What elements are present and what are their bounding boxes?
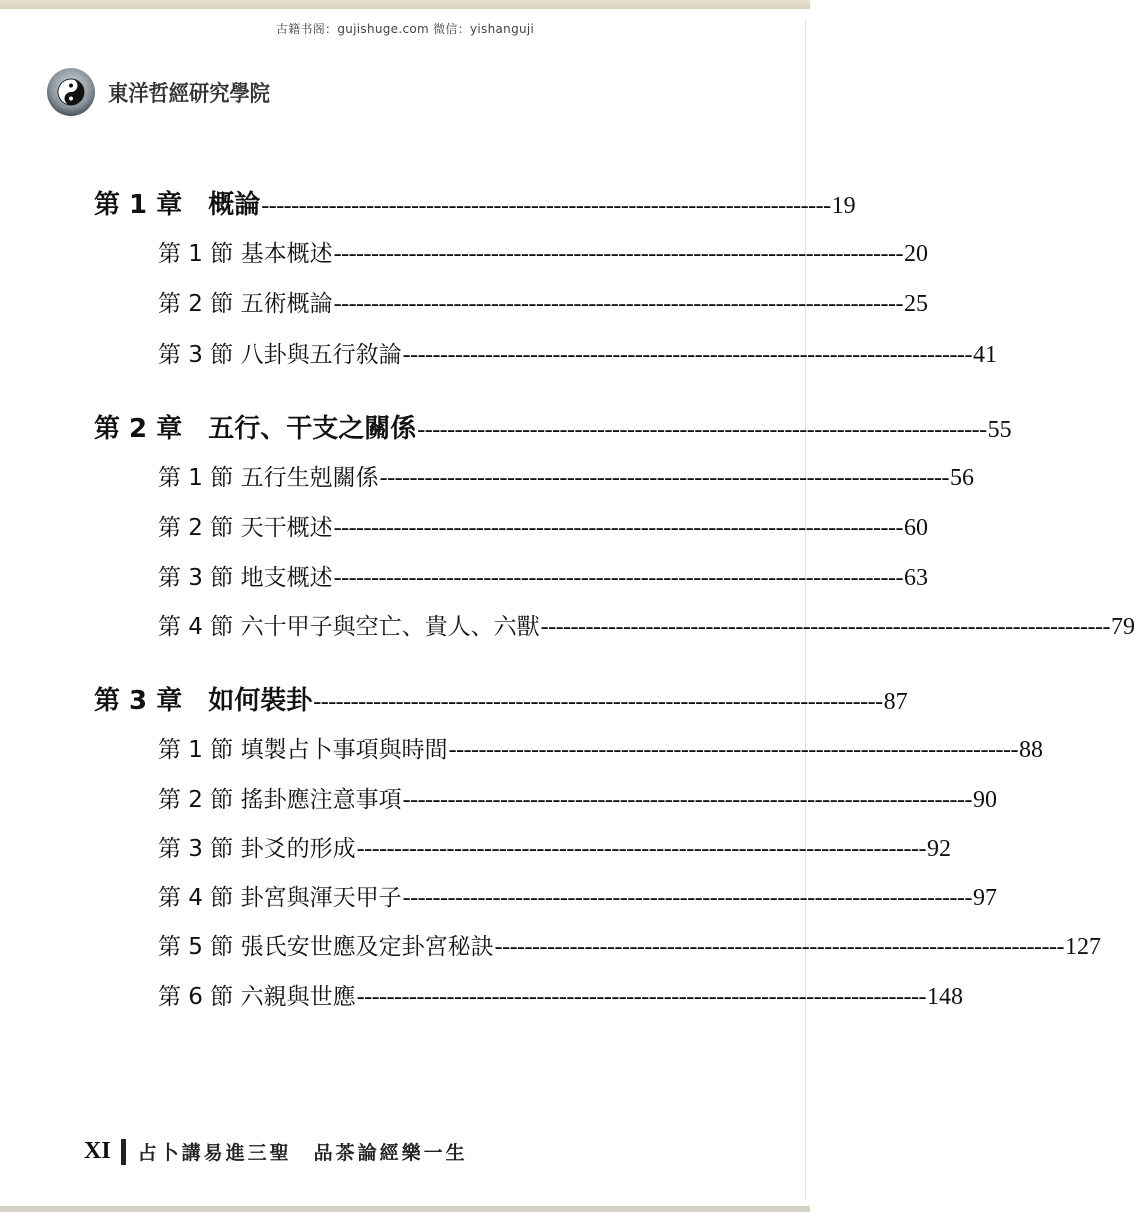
footer-slogan: 占卜講易進三聖 品茶論經樂一生 (137, 1142, 468, 1164)
section-title: 第 1 節 填製占卜事項與時間 (158, 737, 448, 763)
dot-leader: ---------------------------------------------------------------------------- (448, 737, 1018, 763)
page-number: 148 (926, 984, 963, 1010)
page-number: 60 (903, 515, 928, 541)
dot-leader: ---------------------------------------------------------------------------- (333, 515, 903, 541)
toc-section[interactable] (158, 928, 1101, 960)
page-number: 55 (987, 417, 1012, 443)
chapter-title: 第 2 章 五行、干支之關係 (94, 414, 417, 444)
footer-divider (121, 1139, 126, 1165)
yin-yang-icon (46, 67, 96, 117)
dot-leader: ---------------------------------------------------------------------------- (333, 291, 903, 317)
page-number: 87 (883, 689, 908, 715)
toc-chapter-3[interactable] (94, 680, 908, 716)
page-number: 56 (949, 465, 974, 491)
chapter-title: 第 1 章 概論 (94, 190, 261, 220)
footer-page-number: XI (84, 1138, 111, 1164)
dot-leader: ---------------------------------------------------------------------------- (402, 787, 972, 813)
page-number: 25 (903, 291, 928, 317)
dot-leader: ---------------------------------------------------------------------------- (333, 241, 903, 267)
page-number: 19 (831, 193, 856, 219)
page-number: 41 (972, 342, 997, 368)
dot-leader: ---------------------------------------------------------------------------- (494, 934, 1064, 960)
section-title: 第 1 節 五行生剋關係 (158, 465, 379, 491)
toc-chapter-2[interactable] (94, 408, 1012, 444)
section-title: 第 4 節 卦宮與渾天甲子 (158, 885, 402, 911)
page-number: 92 (926, 836, 951, 862)
top-border (0, 0, 810, 9)
dot-leader: ---------------------------------------------------------------------------- (261, 193, 831, 219)
section-title: 第 1 節 基本概述 (158, 241, 333, 267)
dot-leader: ---------------------------------------------------------------------------- (333, 565, 903, 591)
toc-section[interactable] (158, 235, 928, 267)
toc-section[interactable] (158, 731, 1043, 763)
page-number: 127 (1064, 934, 1101, 960)
page-number: 97 (972, 885, 997, 911)
toc-chapter-1[interactable] (94, 184, 856, 220)
dot-leader: ---------------------------------------------------------------------------- (356, 984, 926, 1010)
section-title: 第 3 節 八卦與五行敘論 (158, 342, 402, 368)
page-number: 90 (972, 787, 997, 813)
toc-section[interactable] (158, 830, 951, 862)
page-number: 79 (1110, 614, 1135, 640)
toc-section[interactable] (158, 978, 963, 1010)
section-title: 第 6 節 六親與世應 (158, 984, 356, 1010)
header-title: 東洋哲經研究學院 (108, 82, 270, 107)
dot-leader: ---------------------------------------------------------------------------- (313, 689, 883, 715)
section-title: 第 2 節 搖卦應注意事項 (158, 787, 402, 813)
bottom-border (0, 1206, 810, 1212)
dot-leader: ---------------------------------------------------------------------------- (402, 342, 972, 368)
section-title: 第 2 節 天干概述 (158, 515, 333, 541)
page-number: 20 (903, 241, 928, 267)
dot-leader: ---------------------------------------------------------------------------- (379, 465, 949, 491)
toc-section[interactable] (158, 559, 928, 591)
section-title: 第 2 節 五術概論 (158, 291, 333, 317)
toc-section[interactable] (158, 608, 1135, 640)
page-number: 88 (1018, 737, 1043, 763)
toc-section[interactable] (158, 285, 928, 317)
watermark: 古籍书阁：gujishuge.com 微信：yishanguji (275, 22, 535, 36)
toc-section[interactable] (158, 781, 997, 813)
section-title: 第 5 節 張氏安世應及定卦宮秘訣 (158, 934, 494, 960)
toc-section[interactable] (158, 336, 997, 368)
chapter-title: 第 3 章 如何裝卦 (94, 686, 313, 716)
dot-leader: ---------------------------------------------------------------------------- (417, 417, 987, 443)
page-number: 63 (903, 565, 928, 591)
section-title: 第 4 節 六十甲子與空亡、貴人、六獸 (158, 614, 540, 640)
toc-section[interactable] (158, 459, 974, 491)
section-title: 第 3 節 卦爻的形成 (158, 836, 356, 862)
dot-leader: ---------------------------------------------------------------------------- (402, 885, 972, 911)
section-title: 第 3 節 地支概述 (158, 565, 333, 591)
page-footer (84, 1138, 468, 1165)
dot-leader: ---------------------------------------------------------------------------- (356, 836, 926, 862)
toc-section[interactable] (158, 509, 928, 541)
dot-leader: ---------------------------------------------------------------------------- (540, 614, 1110, 640)
toc-section[interactable] (158, 879, 997, 911)
